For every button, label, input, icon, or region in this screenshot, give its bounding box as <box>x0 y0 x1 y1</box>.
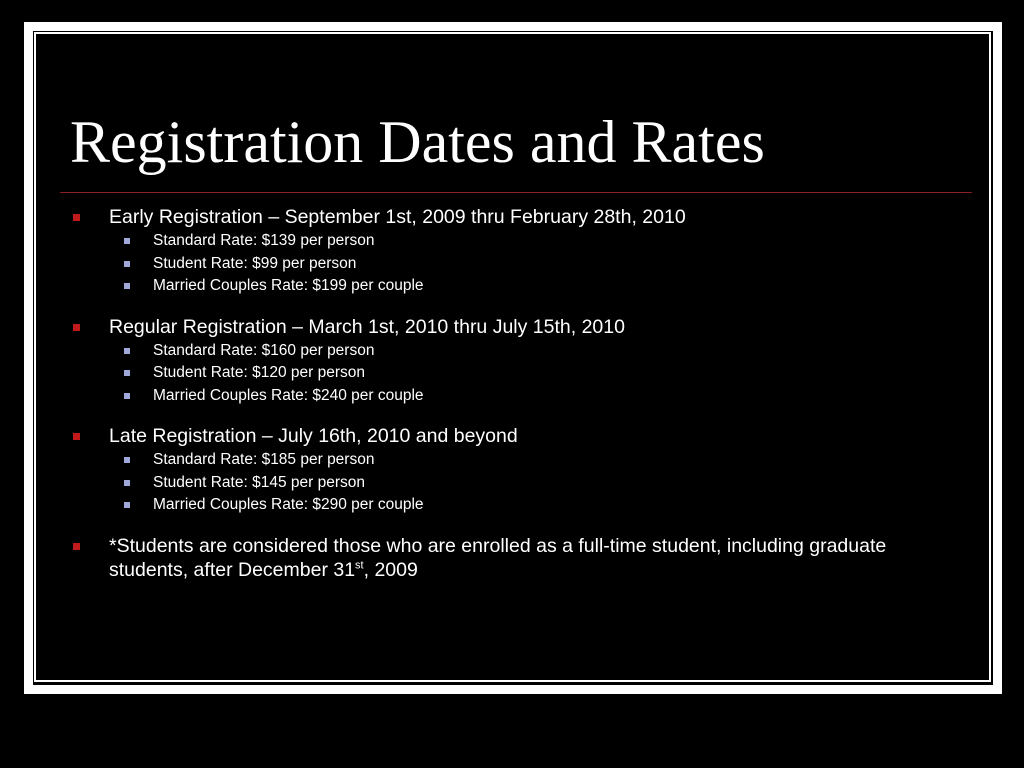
rate-item <box>70 472 950 495</box>
section-heading: Regular Registration – March 1st, 2010 thru July 15th, 2010 <box>109 315 625 338</box>
rate-list <box>70 449 950 517</box>
footnote-text: *Students are considered those who are enrolled as a full-time student, including graduate students, after December 31 <box>109 534 887 581</box>
student-footnote-section <box>70 534 950 582</box>
rate-item <box>70 362 950 385</box>
slide-title: Registration Dates and Rates <box>70 109 765 175</box>
early-registration-section <box>70 205 950 298</box>
rate-item <box>70 385 950 408</box>
regular-registration-section <box>70 315 950 408</box>
rate-text: Married Couples Rate: $240 per couple <box>153 386 424 404</box>
rate-text: Student Rate: $120 per person <box>153 364 365 381</box>
square-bullet-icon <box>124 480 130 486</box>
square-bullet-icon <box>73 324 80 331</box>
late-registration-section <box>70 424 950 517</box>
rate-item <box>70 230 950 253</box>
rate-list <box>70 230 950 298</box>
ordinal-suffix: st <box>355 559 364 571</box>
rate-item <box>70 340 950 363</box>
rate-text: Student Rate: $99 per person <box>153 254 357 272</box>
square-bullet-icon <box>73 543 80 550</box>
square-bullet-icon <box>124 283 130 289</box>
rate-item <box>70 494 950 517</box>
square-bullet-icon <box>124 261 130 267</box>
rate-list <box>70 340 950 408</box>
square-bullet-icon <box>124 370 130 376</box>
square-bullet-icon <box>73 433 80 440</box>
rate-text: Standard Rate: $185 per person <box>153 451 375 468</box>
section-heading: Early Registration – September 1st, 2009 thru February 28th, 2010 <box>109 206 686 228</box>
footnote-item <box>70 534 950 582</box>
square-bullet-icon <box>124 238 130 244</box>
rate-text: Student Rate: $145 per person <box>153 473 365 491</box>
rate-item <box>70 253 950 276</box>
section-heading: Late Registration – July 16th, 2010 and beyond <box>109 425 518 447</box>
rate-item <box>70 449 950 472</box>
rate-text: Standard Rate: $139 per person <box>153 232 375 249</box>
square-bullet-icon <box>124 457 130 463</box>
bullet-item <box>70 424 950 448</box>
square-bullet-icon <box>124 502 130 508</box>
rate-text: Married Couples Rate: $199 per couple <box>153 277 424 294</box>
bullet-item <box>70 205 950 229</box>
title-divider <box>60 192 972 193</box>
square-bullet-icon <box>73 214 80 221</box>
bullet-item <box>70 315 950 339</box>
square-bullet-icon <box>124 393 130 399</box>
square-bullet-icon <box>124 348 130 354</box>
rate-item <box>70 275 950 298</box>
rate-text: Married Couples Rate: $290 per couple <box>153 496 424 513</box>
footnote-year: , 2009 <box>363 558 418 581</box>
rate-text: Standard Rate: $160 per person <box>153 341 375 359</box>
slide-content <box>70 205 950 599</box>
